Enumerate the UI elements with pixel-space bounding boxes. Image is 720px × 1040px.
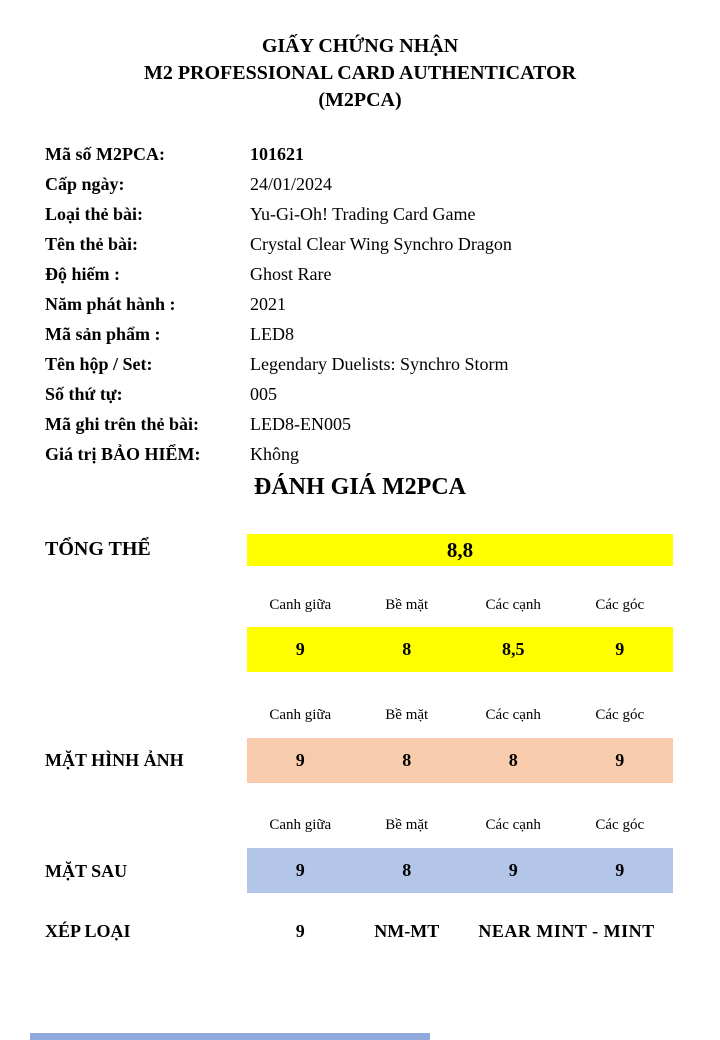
field-value: Legendary Duelists: Synchro Storm <box>250 354 509 374</box>
title-line-2: M2 PROFESSIONAL CARD AUTHENTICATOR <box>143 62 577 84</box>
field-label: Số thứ tự: <box>45 384 123 404</box>
field-value: Yu-Gi-Oh! Trading Card Game <box>250 204 476 224</box>
score-row-back <box>247 848 673 893</box>
field-row-ten-the <box>45 230 690 260</box>
field-label: Mã số M2PCA: <box>45 144 165 164</box>
score-header-row-back <box>247 817 673 837</box>
classification-grade: NM-MT <box>374 921 440 941</box>
column-header: Các góc <box>595 597 645 613</box>
column-header: Bề mặt <box>385 817 429 833</box>
column-header: Canh giữa <box>269 597 332 613</box>
field-label: Tên thẻ bài: <box>45 234 139 254</box>
title-line-1: GIẤY CHỨNG NHẬN <box>261 35 459 57</box>
field-value: 24/01/2024 <box>250 174 333 194</box>
classification-grade-full: NEAR MINT - MINT <box>478 921 655 941</box>
front-side-label: MẶT HÌNH ẢNH <box>45 750 184 770</box>
column-header: Bề mặt <box>385 707 429 723</box>
field-value: Không <box>250 444 299 464</box>
field-label: Mã sản phẩm : <box>45 324 161 344</box>
field-row-nam-phat-hanh <box>45 290 690 320</box>
field-label: Mã ghi trên thẻ bài: <box>45 414 199 434</box>
field-label: Cấp ngày: <box>45 174 125 194</box>
score-row-front <box>247 738 673 783</box>
score-cell: 9 <box>615 639 625 659</box>
field-row-do-hiem <box>45 260 690 290</box>
score-cell: 9 <box>508 860 518 880</box>
score-row-overall <box>247 627 673 672</box>
score-cell: 8 <box>402 639 412 659</box>
column-header: Các cạnh <box>485 817 541 833</box>
certificate-fields <box>45 140 690 470</box>
score-cell: 9 <box>295 750 305 770</box>
column-header: Các góc <box>595 817 645 833</box>
score-cell: 8 <box>402 860 412 880</box>
column-header: Bề mặt <box>385 597 429 613</box>
field-value: LED8-EN005 <box>250 414 351 434</box>
field-value: LED8 <box>250 324 294 344</box>
field-value: 101621 <box>250 144 304 164</box>
classification-row <box>247 921 673 942</box>
field-label: Loại thẻ bài: <box>45 204 144 224</box>
rating-heading: ĐÁNH GIÁ M2PCA <box>254 474 466 500</box>
field-row-ma-so <box>45 140 690 170</box>
column-header: Canh giữa <box>269 817 332 833</box>
field-value: 2021 <box>250 294 286 314</box>
field-label: Tên hộp / Set: <box>45 354 153 374</box>
classification-label: XÉP LOẠI <box>45 921 131 941</box>
field-label: Độ hiếm : <box>45 264 120 284</box>
field-value: Crystal Clear Wing Synchro Dragon <box>250 234 512 254</box>
field-row-ma-san-pham <box>45 320 690 350</box>
certificate-title <box>0 33 720 114</box>
score-header-row-front <box>247 707 673 727</box>
field-label: Năm phát hành : <box>45 294 176 314</box>
field-row-loai-the <box>45 200 690 230</box>
field-row-gia-tri-bao-hiem <box>45 440 690 470</box>
score-cell: 8,5 <box>502 639 525 659</box>
column-header: Canh giữa <box>269 707 332 723</box>
field-value: Ghost Rare <box>250 264 332 284</box>
field-label: Giá trị BẢO HIỂM: <box>45 444 201 464</box>
column-header: Các cạnh <box>485 707 541 723</box>
classification-score: 9 <box>295 921 305 941</box>
column-header: Các góc <box>595 707 645 723</box>
field-row-so-thu-tu <box>45 380 690 410</box>
score-header-row-overall <box>247 597 673 617</box>
field-row-ten-hop <box>45 350 690 380</box>
column-header: Các cạnh <box>485 597 541 613</box>
score-cell: 8 <box>508 750 518 770</box>
score-cell: 8 <box>402 750 412 770</box>
field-value: 005 <box>250 384 277 404</box>
overall-score-label: TỔNG THỂ <box>45 538 151 560</box>
score-cell: 9 <box>615 750 625 770</box>
score-cell: 9 <box>295 639 305 659</box>
field-row-ma-ghi <box>45 410 690 440</box>
score-cell: 9 <box>295 860 305 880</box>
back-side-label: MẶT SAU <box>45 861 128 881</box>
overall-score-bar: 8,8 <box>247 534 673 566</box>
score-cell: 9 <box>615 860 625 880</box>
bottom-cutoff-bar <box>30 1033 430 1040</box>
field-row-cap-ngay <box>45 170 690 200</box>
title-line-3: (M2PCA) <box>318 89 402 111</box>
